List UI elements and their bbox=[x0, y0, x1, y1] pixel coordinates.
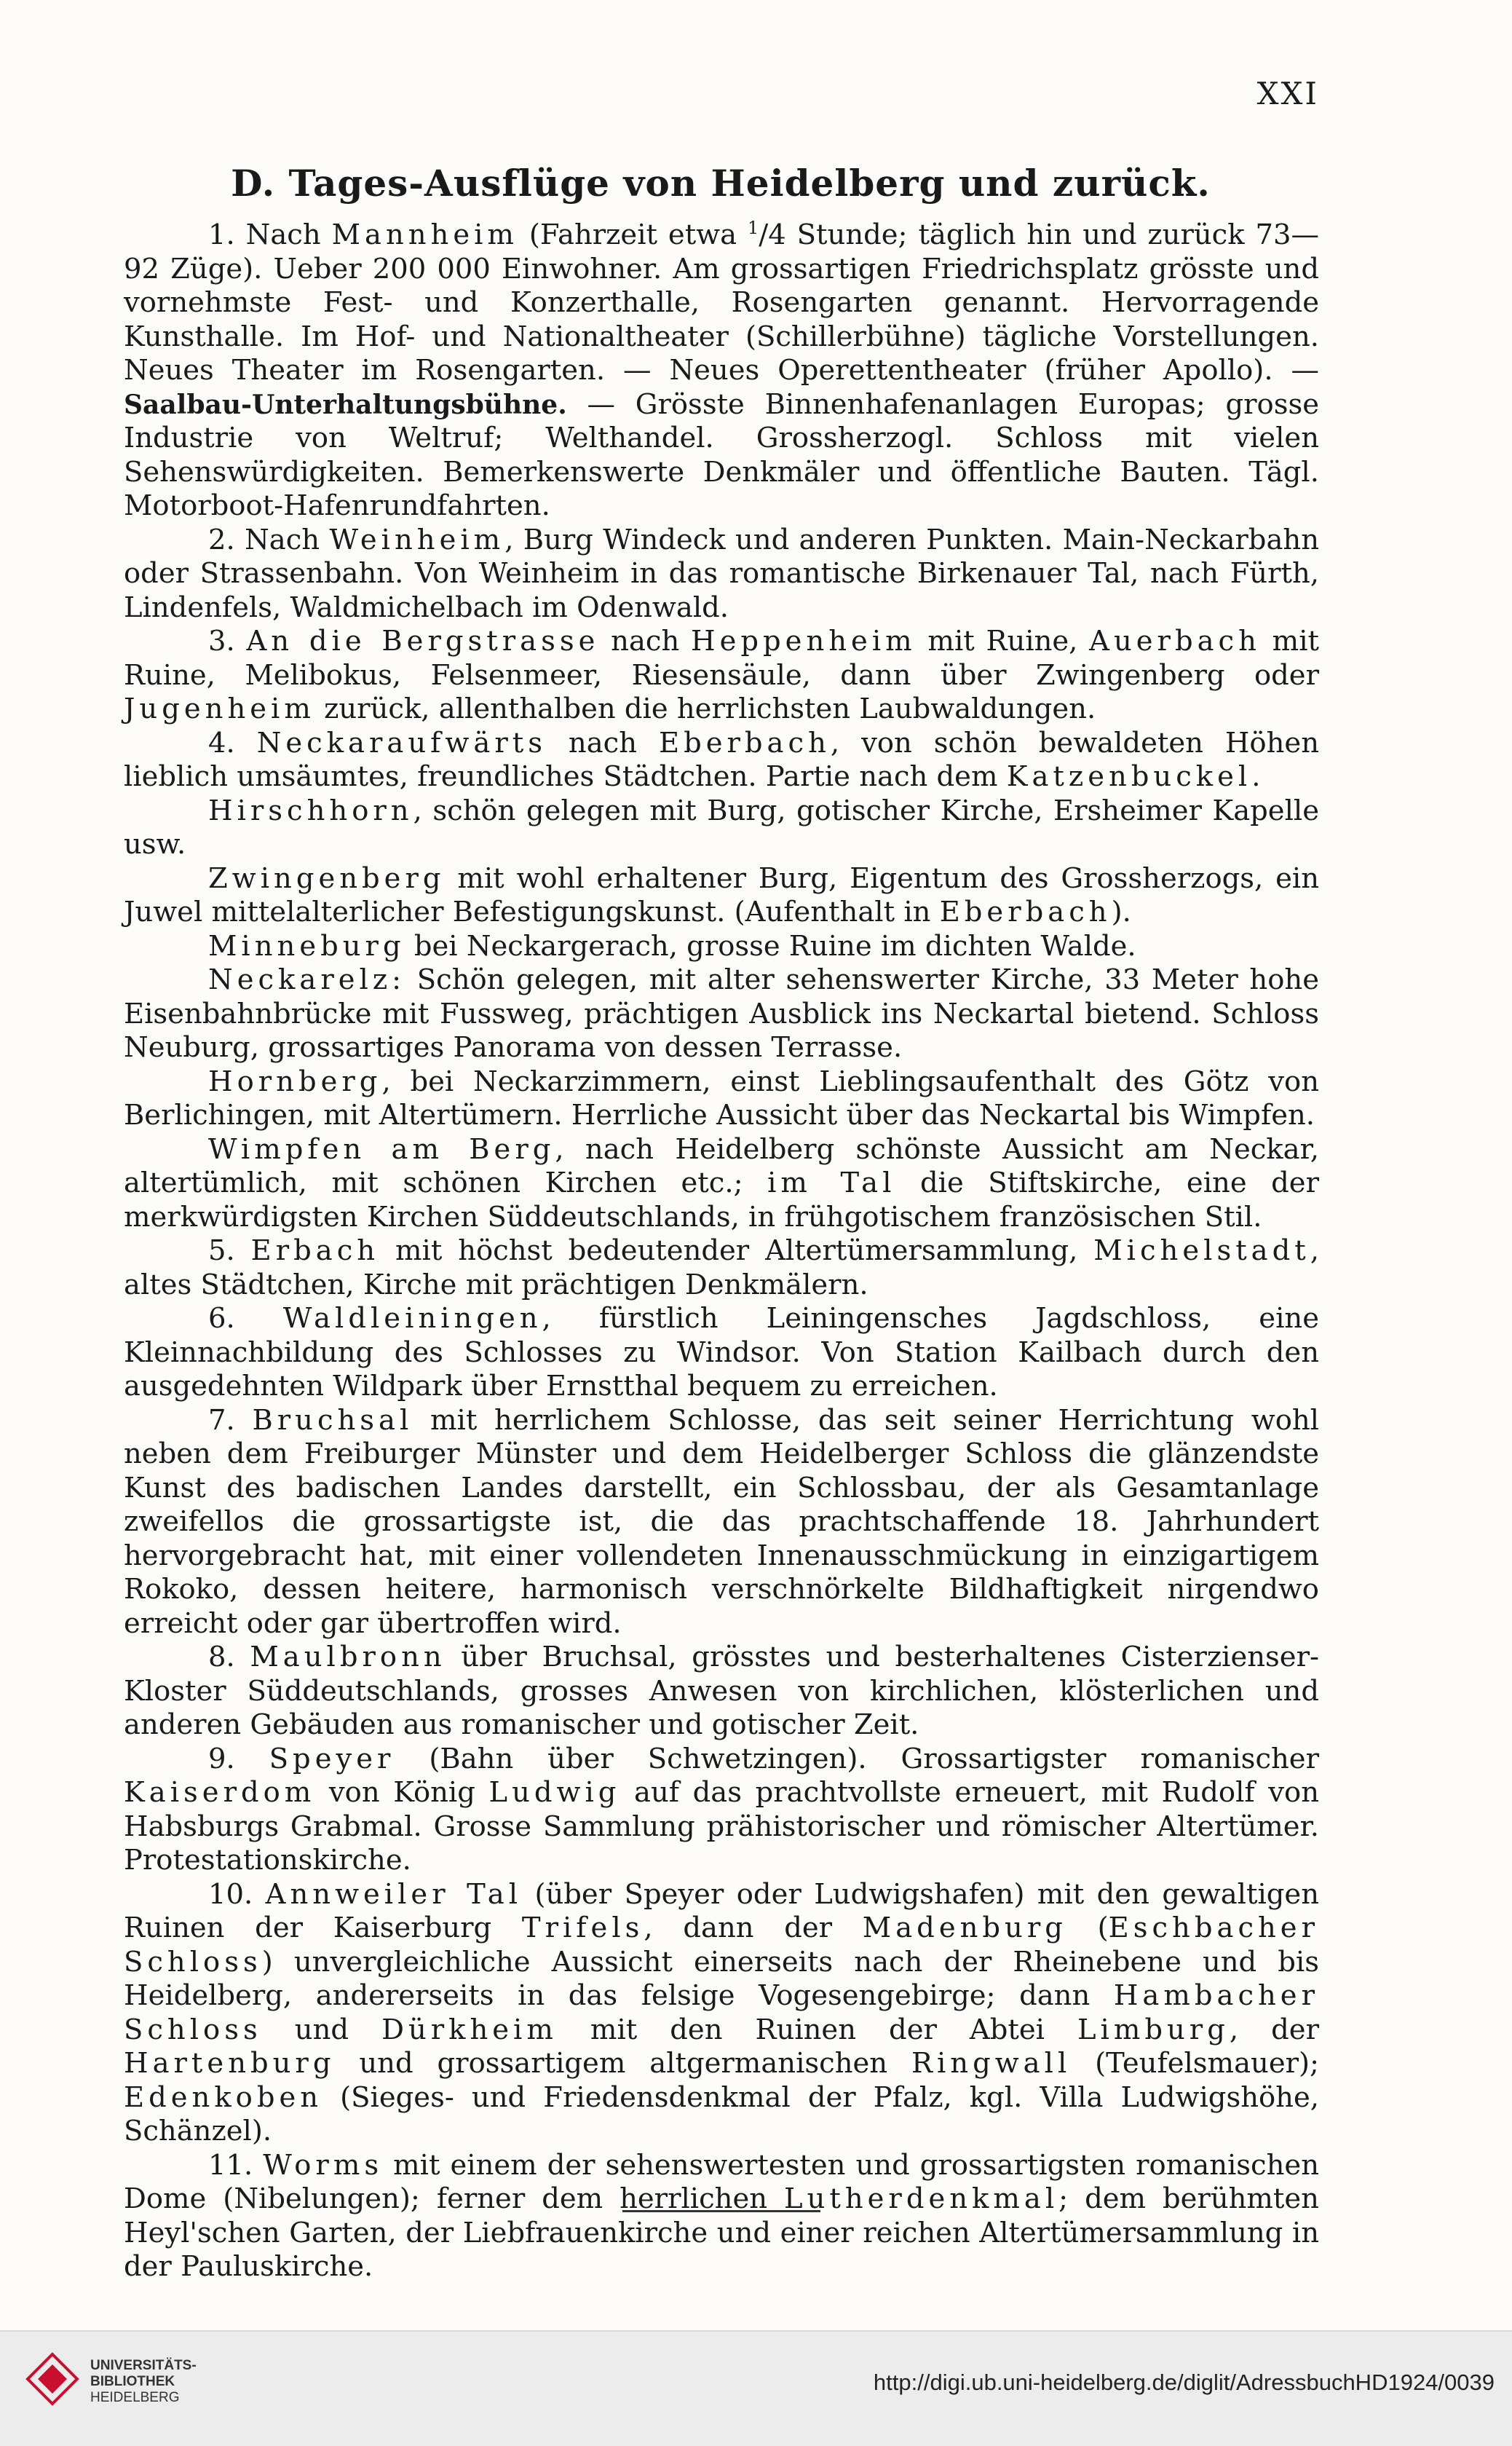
entry-minneburg: Minneburg bei Neckargerach, grosse Ruine im dichten Walde. bbox=[208, 929, 1136, 963]
permalink-url[interactable]: http://digi.ub.uni-heidelberg.de/diglit/AdressbuchHD1924/0039 bbox=[873, 2370, 1495, 2395]
entry-2-weinheim: 2. Nach Weinheim, Burg Windeck und anderen Punkten. Main-Neckarbahn oder Strassenbahn. Von Weinheim in das romantische Birkenauer Tal, nach Fürth, Lindenfels, Waldmichelbach im Odenwald. bbox=[124, 523, 1319, 624]
entry-5-erbach: 5. Erbach mit höchst bedeutender Altertümersammlung, Michelstadt, altes Städtchen, Kirche mit prächtigen Denkmälern. bbox=[124, 1234, 1319, 1301]
entry-neckarelz: Neckarelz: Schön gelegen, mit alter sehenswerter Kirche, 33 Meter hohe Eisenbahnbrücke mit Fussweg, prächtigen Ausblick ins Neckartal bietend. Schloss Neuburg, grossartiges Panorama von dessen Terrasse. bbox=[124, 963, 1319, 1064]
entry-1-mannheim: 1. Nach Mannheim (Fahrzeit etwa $^1$/4 Stunde; täglich hin und zurück 73—92 Züge). Ueber 200 000 Einwohner. Am grossartigen Friedrichsplatz grösste und vornehmste Fest- und Konzerthalle, Rosengarten genannt. Hervorragende Kunsthalle. Im Hof- und Nationaltheater (Schillerbühne) tägliche Vorstellungen. Neues Theater im Rosengarten. — Neues Operettentheater (früher Apollo). — Saalbau-Unterhaltungsbühne. — Grösste Binnenhafenanlagen Europas; grosse Industrie von Weltruf; Welthandel. Grossherzogl. Schloss mit vielen Sehenswürdigkeiten. Bemerkenswerte Denkmäler und öffentliche Bauten. Tägl. Motorboot-Hafenrundfahrten. bbox=[124, 218, 1319, 522]
entry-4-neckar: 4. Neckaraufwärts nach Eberbach, von schön bewaldeten Höhen lieblich umsäumtes, freundliches Städtchen. Partie nach dem Katzenbuckel. bbox=[124, 726, 1319, 793]
entry-hirschhorn: Hirschhorn, schön gelegen mit Burg, gotischer Kirche, Ersheimer Kapelle usw. bbox=[124, 794, 1319, 861]
entry-10-annweiler: 10. Annweiler Tal (über Speyer oder Ludwigshafen) mit den gewaltigen Ruinen der Kaiserburg Trifels, dann der Madenburg (Eschbacher Schloss) unvergleichliche Aussicht einerseits nach der Rheinebene und bis Heidelberg, andererseits in das felsige Vogesengebirge; dann Hambacher Schloss und Dürkheim mit den Ruinen der Abtei Limburg, der Hartenburg und grossartigem altgermanischen Ringwall (Teufelsmauer); Edenkoben (Sieges- und Friedensdenkmal der Pfalz, kgl. Villa Ludwigshöhe, Schänzel). bbox=[124, 1877, 1319, 2147]
entry-hornberg: Hornberg, bei Neckarzimmern, einst Lieblingsaufenthalt des Götz von Berlichingen, mit Altertümern. Herrliche Aussicht über das Neckartal bis Wimpfen. bbox=[124, 1065, 1319, 1132]
section-heading: D. Tages-Ausflüge von Heidelberg und zurück. bbox=[231, 162, 1211, 205]
entry-wimpfen: Wimpfen am Berg, nach Heidelberg schönste Aussicht am Neckar, altertümlich, mit schönen Kirchen etc.; im Tal die Stiftskirche, eine der merkwürdigsten Kirchen Süddeutschlands, in frühgotischem französischen Stil. bbox=[124, 1132, 1319, 1234]
page-number: XXI bbox=[1256, 76, 1319, 111]
entry-8-maulbronn: 8. Maulbronn über Bruchsal, grösstes und besterhaltenes Cisterzienser-Kloster Süddeutschlands, grosses Anwesen von kirchlichen, klösterlichen und anderen Gebäuden aus romanischer und gotischer Zeit. bbox=[124, 1641, 1319, 1741]
library-name: UNIVERSITÄTS- BIBLIOTHEK HEIDELBERG bbox=[90, 2358, 197, 2405]
entry-6-waldleiningen: 6. Waldleiningen, fürstlich Leiningensches Jagdschloss, eine Kleinnachbildung des Schlosses zu Windsor. Von Station Kailbach durch den ausgedehnten Wildpark über Ernstthal bequem zu erreichen. bbox=[124, 1302, 1319, 1402]
entry-7-bruchsal: 7. Bruchsal mit herrlichem Schlosse, das seit seiner Herrichtung wohl neben dem Freiburger Münster und dem Heidelberger Schloss die glänzendste Kunst des badischen Landes darstellt, ein Schlossbau, der als Gesamtanlage zweifellos die grossartigste ist, die das prachtschaffende 18. Jahrhundert hervorgebracht hat, mit einer vollendeten Innenausschmückung in einzigartigem Rokoko, dessen heitere, harmonisch verschnörkelte Bildhaftigkeit nirgendwo erreicht oder gar übertroffen wird. bbox=[124, 1403, 1319, 1640]
library-footer bbox=[0, 2330, 1512, 2446]
place-name: Weinheim bbox=[329, 523, 505, 556]
entry-3-bergstrasse: 3. An die Bergstrasse nach Heppenheim mit Ruine, Auerbach mit Ruine, Melibokus, Felsenmeer, Riesensäule, dann über Zwingenberg oder Jugenheim zurück, allenthalben die herrlichsten Laubwaldungen. bbox=[124, 625, 1319, 725]
entry-9-speyer: 9. Speyer (Bahn über Schwetzingen). Grossartigster romanischer Kaiserdom von König Ludwig auf das prachtvollste erneuert, mit Rudolf von Habsburgs Grabmal. Grosse Sammlung prähistorischer und römischer Altertümer. Protestationskirche. bbox=[124, 1742, 1319, 1877]
entry-11-worms: 11. Worms mit einem der sehenswertesten und grossartigsten romanischen Dome (Nibelungen); ferner dem herrlichen Lutherdenkmal; dem berühmten Heyl'schen Garten, der Liebfrauenkirche und einer reichen Altertümersammlung in der Pauluskirche. bbox=[124, 2148, 1319, 2283]
place-name: Mannheim bbox=[331, 218, 518, 251]
end-rule bbox=[622, 2210, 820, 2212]
page-text bbox=[124, 218, 1319, 2284]
ub-heidelberg-logo-icon bbox=[23, 2350, 82, 2408]
entry-zwingenberg: Zwingenberg mit wohl erhaltener Burg, Eigentum des Grossherzogs, ein Juwel mittelalterlicher Befestigungskunst. (Aufenthalt in Eberbach). bbox=[124, 861, 1319, 928]
